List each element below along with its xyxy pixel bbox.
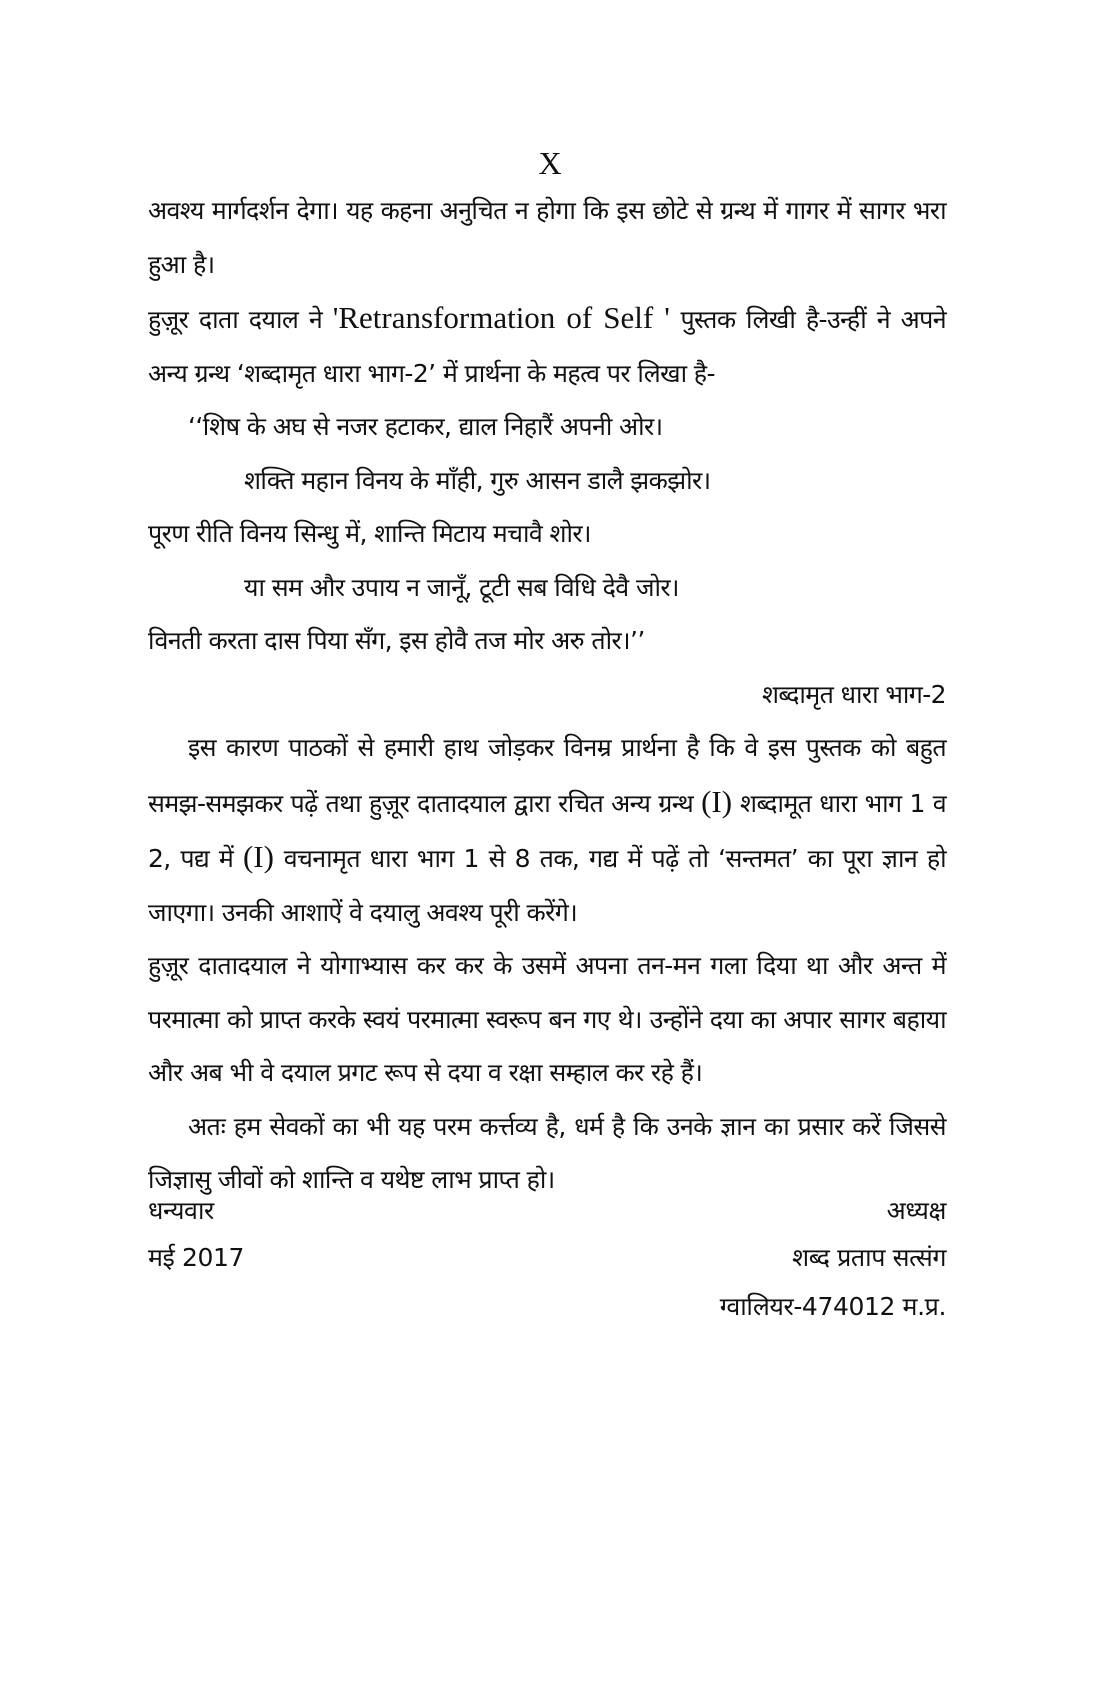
roman-numeral-2: (I) [242,839,274,874]
date-text: मई 2017 [148,1243,244,1272]
paragraph-3-text-a: इस कारण पाठकों से हमारी हाथ जोड़कर विनम्र प्रार्थना है कि वे इस पुस्तक को बहुत समझ-समझकर पढ़ें तथा हुज़ूर दातादयाल द्वारा रचित अन्य ग्रन्थ [148,733,946,818]
organization-address: ग्वालियर-474012 म.प्र. [719,1292,946,1321]
page-number: X [538,145,562,181]
paragraph-1: अवश्य मार्गदर्शन देगा। यह कहना अनुचित न होगा कि इस छोटे से ग्रन्थ में गागर में सागर भरा हुआ है। [148,196,946,279]
paragraph-3-text-c: वचनामृत धारा भाग 1 से 8 तक, गद्य में पढ़ें तो ‘सन्तमत’ का पूरा ज्ञान हो जाएगा। उनकी आशाऐं वे दयालु अवश्य पूरी करेंगे। [148,844,946,927]
paragraph-2-text-b: पुस्तक लिखी है-उन्हीं ने अपने अन्य ग्रन्थ ‘शब्दामृत धारा भाग-2’ में प्रार्थना के महत्व पर लिखा है- [148,305,947,388]
paragraph-4: हुज़ूर दातादयाल ने योगाभ्यास कर कर के उसमें अपना तन-मन गला दिया था और अन्त में परमात्मा को प्राप्त करके स्वयं परमात्मा स्वरूप बन गए थे। उन्होंने दया का अपार सागर बहाया और अब भी वे दयाल प्रगट रूप से दया व रक्षा सम्हाल कर रहे हैं। [148,951,946,1087]
organization-name: शब्द प्रताप सत्संग [792,1243,946,1272]
paragraph-3 [148,721,946,939]
book-title-english: 'Retransformation of Self ' [332,300,670,335]
verse-line-5: विनती करता दास पिया सँग, इस होवै तज मोर अरु तोर।’’ [148,626,645,655]
verse-line-1: ‘‘शिष के अघ से नजर हटाकर, द्याल निहारैं अपनी ओर। [188,412,663,441]
body-text [148,184,946,1207]
paragraph-5: अतः हम सेवकों का भी यह परम कर्त्तव्य है, धर्म है कि उनके ज्ञान का प्रसार करें जिससे जिज्ञासु जीवों को शान्ति व यथेष्ट लाभ प्राप्त हो। [148,1111,946,1194]
paragraph-3-text-b: शब्दामूत धारा भाग 1 व 2, पद्य में [148,788,947,873]
roman-numeral-1: (I) [701,783,733,819]
verse-source: शब्दामृत धारा भाग-2 [762,679,946,709]
verse-line-3: पूरण रीति विनय सिन्धु में, शान्ति मिटाय मचावै शोर। [148,519,591,548]
signatory-role: अध्यक्ष [886,1196,946,1225]
paragraph-2-text-a: हुज़ूर दाता दयाल ने [148,305,333,334]
paragraph-2 [148,291,946,400]
verse-line-2: शक्ति महान विनय के माँही, गुरु आसन डालै झकझोर। [244,465,711,495]
verse-line-4: या सम और उपाय न जानूँ, टूटी सब विधि देवै जोर। [244,572,679,602]
thanks-text: धन्यवार [148,1196,214,1225]
